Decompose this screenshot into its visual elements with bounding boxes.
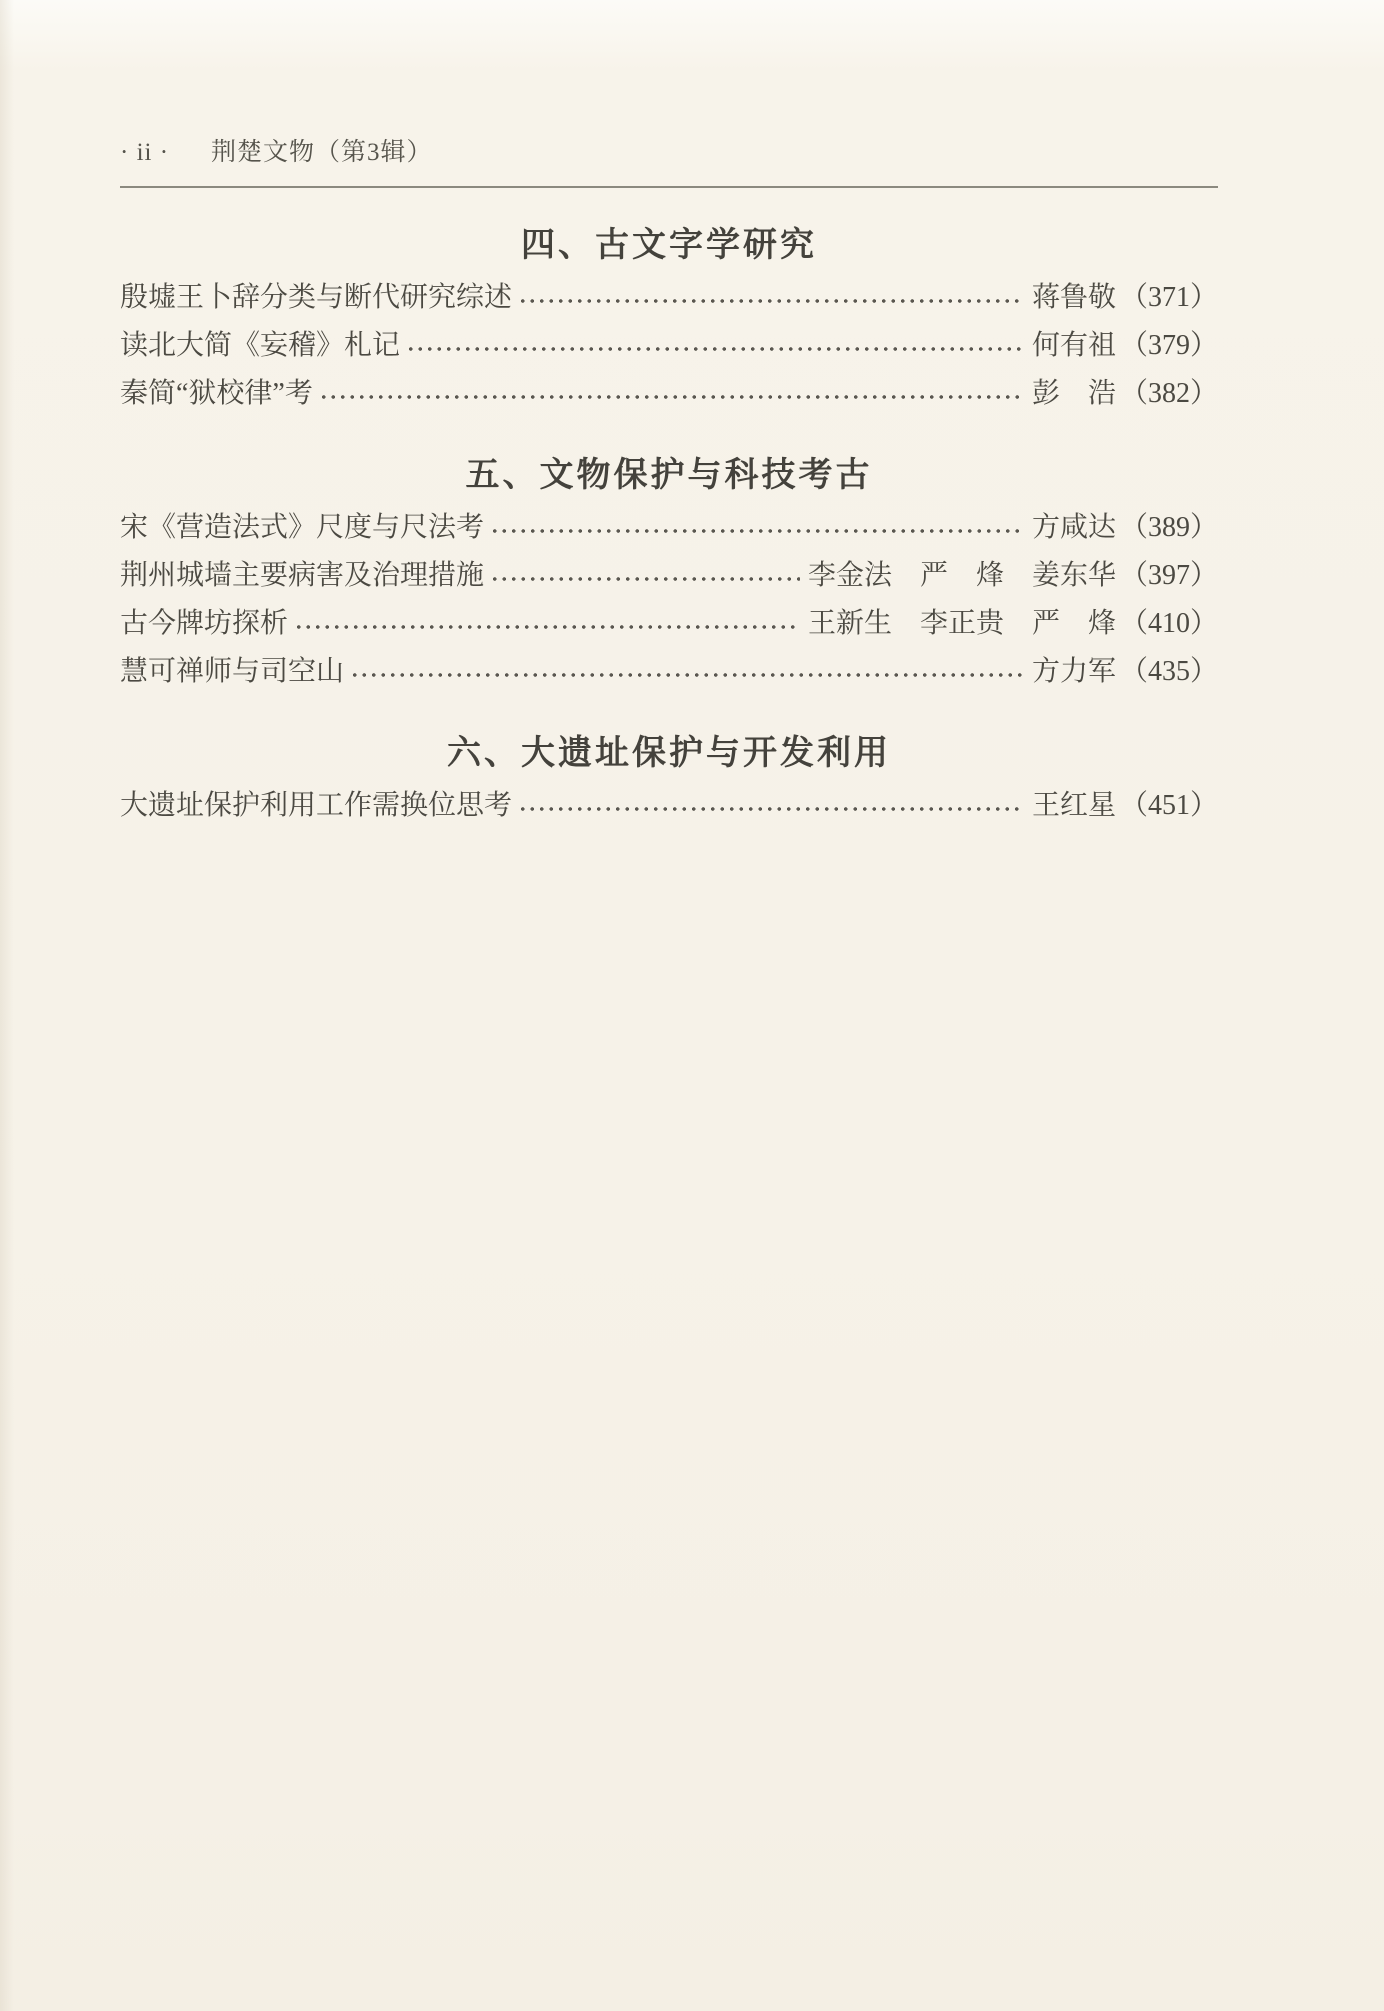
entry-page-number: （371）: [1119, 282, 1218, 313]
entry-title: 殷墟王卜辞分类与断代研究综述: [120, 282, 513, 313]
dot-leader: [348, 648, 1024, 696]
toc-entry: [120, 274, 1218, 322]
entry-authors: 李金法 严 烽 姜东华: [807, 560, 1116, 591]
toc-section-5: [120, 452, 1218, 696]
entry-page-number: （451）: [1119, 790, 1218, 821]
entry-page-number: （435）: [1119, 656, 1218, 687]
entry-page-number: （410）: [1119, 608, 1218, 639]
dot-leader: [488, 504, 1024, 552]
entry-authors: 方力军: [1031, 656, 1116, 687]
entry-authors: 方咸达: [1031, 512, 1116, 543]
entry-page-number: （397）: [1119, 560, 1218, 591]
entry-page-number: （382）: [1119, 378, 1218, 409]
toc-entry: [120, 322, 1218, 370]
dot-leader: [292, 600, 800, 648]
running-header: [120, 138, 1218, 168]
section-heading: 五、文物保护与科技考古: [465, 456, 873, 494]
entry-page-number: （379）: [1119, 330, 1218, 361]
entry-title: 大遗址保护利用工作需换位思考: [120, 790, 513, 821]
entry-authors: 王新生 李正贵 严 烽: [807, 608, 1116, 639]
toc-section-4: [120, 222, 1218, 418]
entry-title: 宋《营造法式》尺度与尺法考: [120, 512, 485, 543]
entry-title: 古今牌坊探析: [120, 608, 289, 639]
book-title: 荆楚文物（第3辑）: [211, 139, 433, 166]
toc-entry: [120, 782, 1218, 830]
toc-entry: [120, 600, 1218, 648]
dot-leader: [488, 552, 800, 600]
toc-entry: [120, 648, 1218, 696]
entry-title: 荆州城墙主要病害及治理措施: [120, 560, 485, 591]
page-number: · ii ·: [120, 139, 170, 166]
entry-title: 读北大简《妄稽》札记: [120, 330, 401, 361]
dot-leader: [516, 782, 1024, 830]
entry-authors: 彭 浩: [1031, 378, 1116, 409]
dot-leader: [516, 274, 1024, 322]
toc-entry: [120, 552, 1218, 600]
header-rule: [120, 186, 1218, 188]
entry-authors: 何有祖: [1031, 330, 1116, 361]
toc-content: [120, 138, 1218, 830]
toc-section-6: [120, 730, 1218, 830]
entry-authors: 王红星: [1031, 790, 1116, 821]
toc-entry: [120, 504, 1218, 552]
section-heading: 四、古文字学研究: [521, 226, 817, 264]
section-heading: 六、大遗址保护与开发利用: [447, 734, 891, 772]
dot-leader: [404, 322, 1024, 370]
toc-entry: [120, 370, 1218, 418]
entry-title: 慧可禅师与司空山: [120, 656, 345, 687]
entry-title: 秦简“狱校律”考: [120, 378, 313, 409]
dot-leader: [317, 370, 1024, 418]
entry-authors: 蒋鲁敬: [1031, 282, 1116, 313]
entry-page-number: （389）: [1119, 512, 1218, 543]
